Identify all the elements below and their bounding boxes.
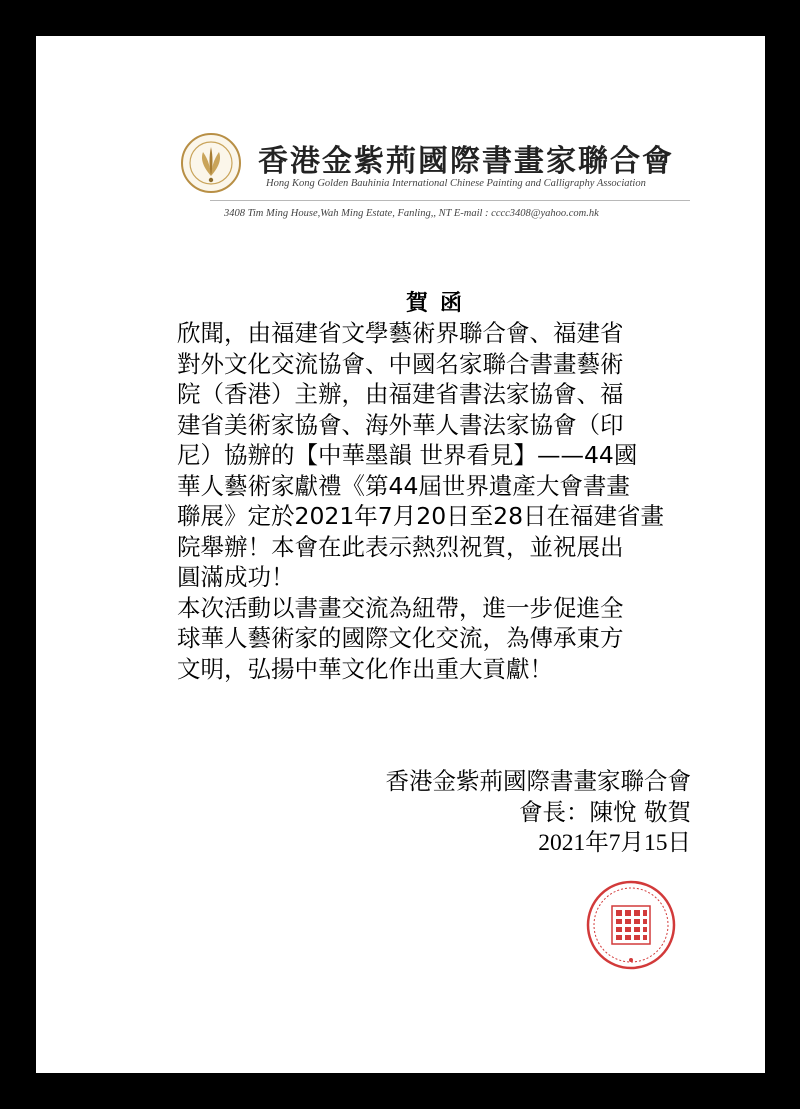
divider — [210, 200, 690, 201]
body-line: 球華人藝術家的國際文化交流，為傳承東方 — [177, 624, 624, 652]
body-line: 尼）協辦的【中華墨韻 世界看見】——44國 — [177, 441, 638, 469]
letter-title: 賀函 — [406, 291, 475, 316]
association-logo-icon — [180, 132, 242, 194]
body-line: 對外文化交流協會、中國名家聯合書畫藝術 — [177, 349, 624, 378]
signature-president: 會長：陳悅 敬賀 — [519, 798, 691, 826]
body-line: 本次活動以書畫交流為紐帶，進一步促進全 — [177, 593, 624, 622]
body-line: 聯展》定於2021年7月20日至28日在福建省畫 — [177, 502, 665, 530]
org-name-cn: 香港金紫荊國際書畫家聯合會 — [258, 144, 674, 179]
body-line: 華人藝術家獻禮《第44屆世界遺產大會書畫 — [177, 471, 630, 500]
body-line: 圓滿成功！ — [177, 563, 295, 591]
letter-body — [177, 318, 697, 684]
letterhead — [180, 128, 700, 258]
signature-org: 香港金紫荊國際書畫家聯合會 — [385, 767, 691, 795]
org-address: 3408 Tim Ming House,Wah Ming Estate, Fanling,, NT E-mail : cccc3408@yahoo.com.hk — [224, 208, 599, 219]
signature-block — [366, 766, 691, 859]
body-line: 文明，弘揚中華文化作出重大貢獻！ — [177, 654, 553, 683]
signature-date: 2021年7月15日 — [538, 830, 691, 856]
body-line: 欣聞，由福建省文學藝術界聯合會、福建省 — [177, 319, 624, 347]
body-line: 院舉辦！本會在此表示熱烈祝賀，並祝展出 — [177, 532, 624, 561]
body-line: 院（香港）主辦，由福建省書法家協會、福 — [177, 380, 624, 408]
org-name-en: Hong Kong Golden Bauhinia International Chinese Painting and Calligraphy Association — [266, 178, 646, 189]
red-seal-stamp — [585, 879, 677, 971]
letter-page — [36, 36, 765, 1073]
body-line: 建省美術家協會、海外華人書法家協會（印 — [177, 410, 624, 439]
